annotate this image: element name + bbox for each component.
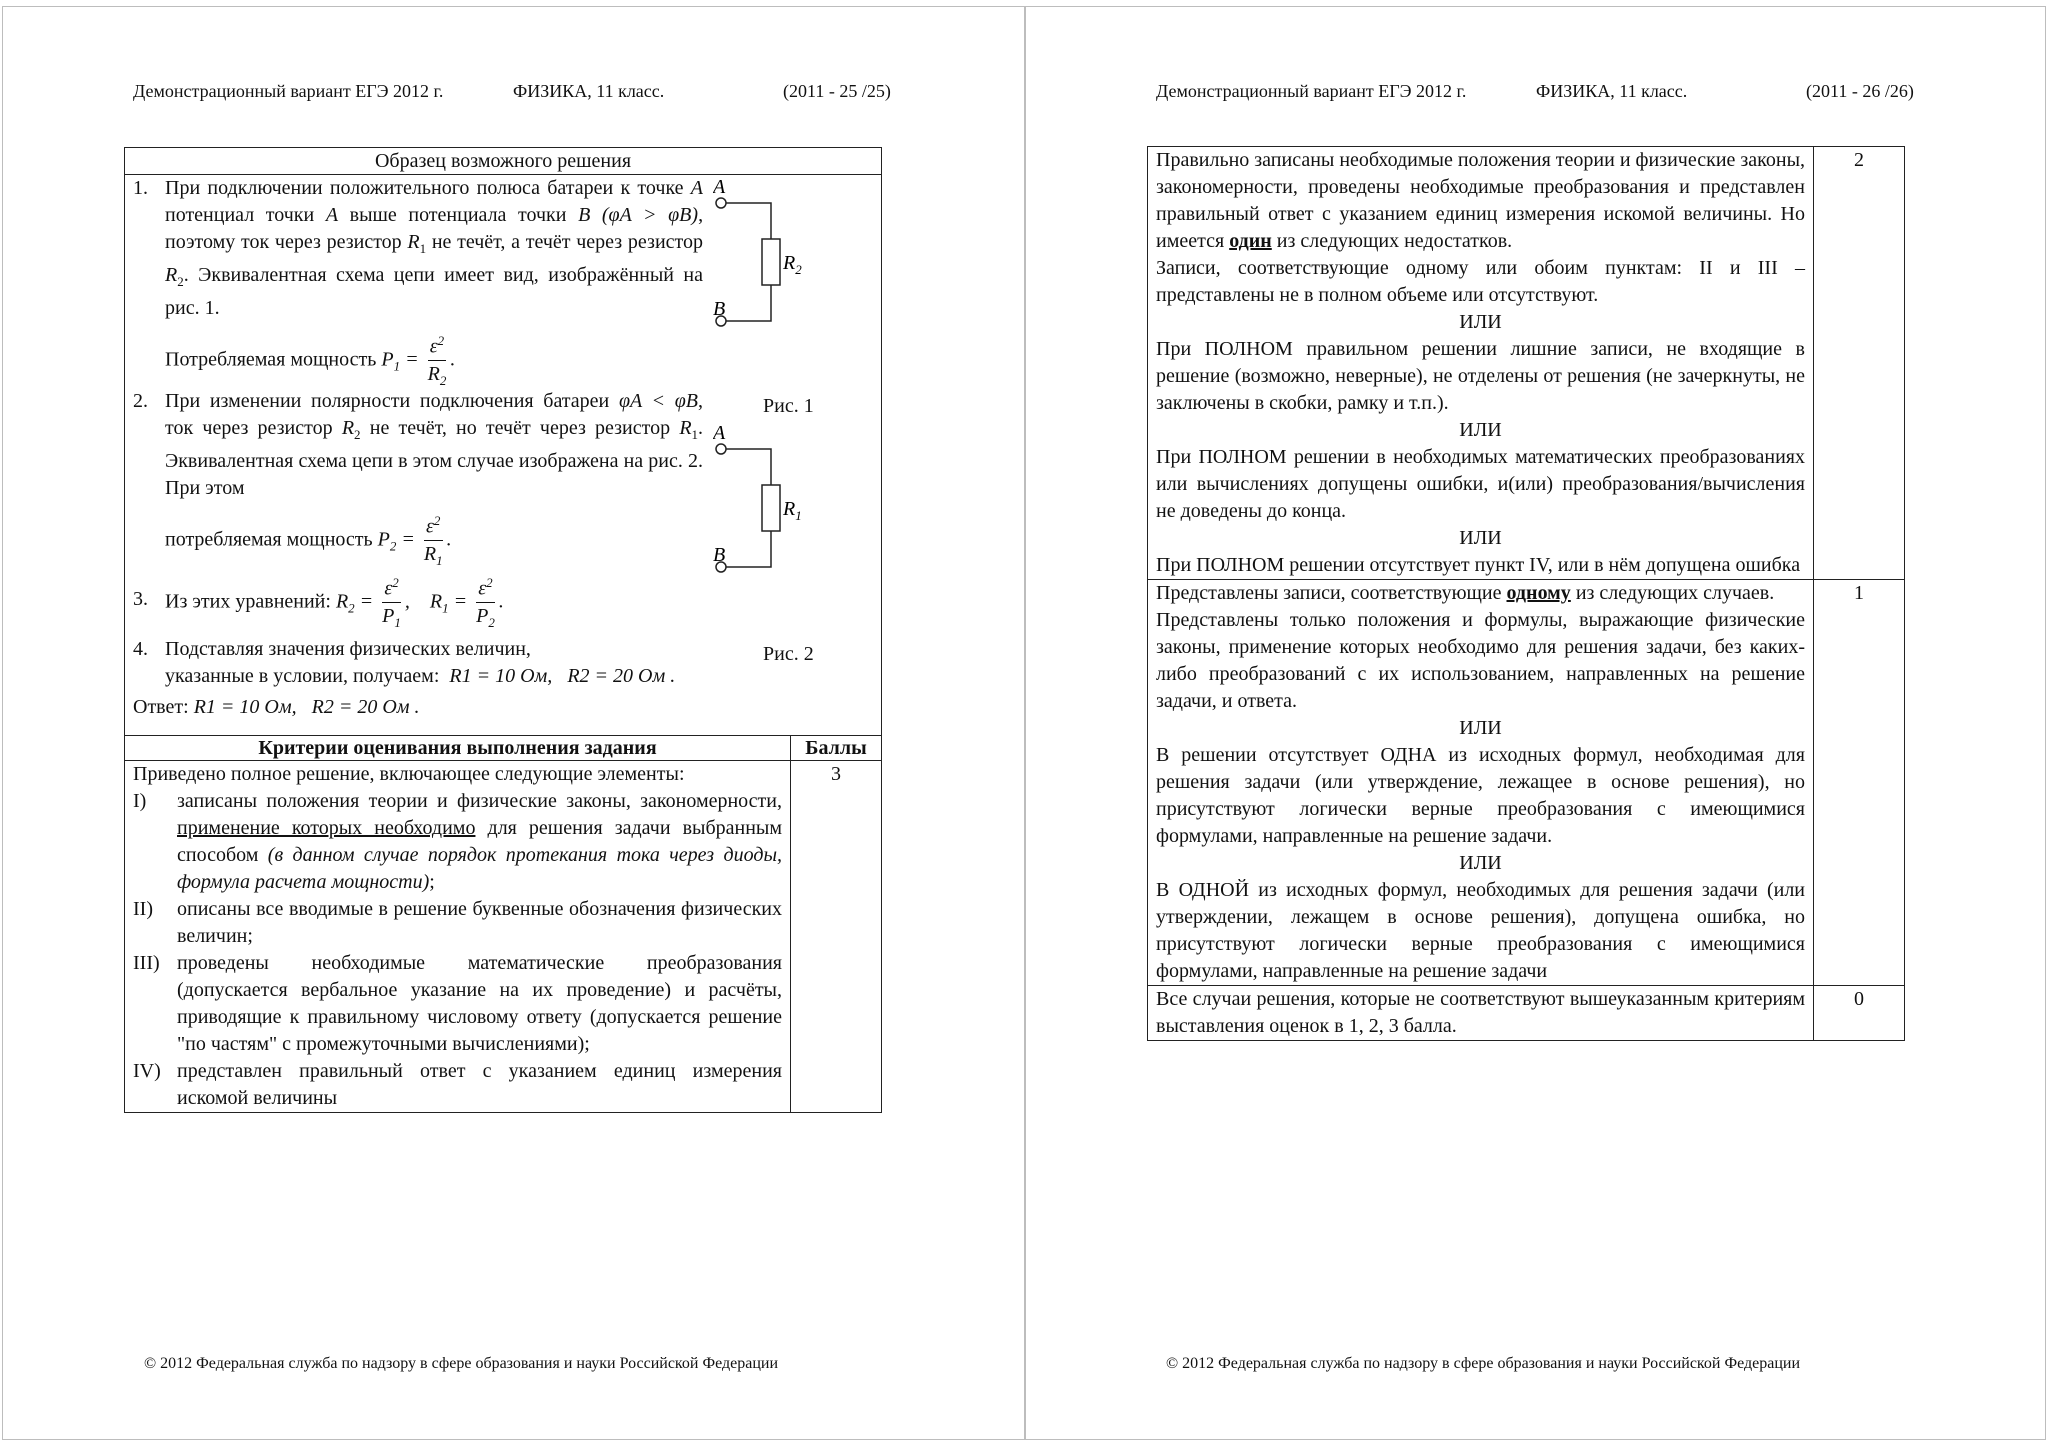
fig1-resistor-r2 (762, 239, 780, 285)
criteria-score-3: 3 (791, 761, 882, 1113)
criteria-full-solution (125, 761, 791, 1113)
fig2-wire-top (726, 449, 771, 485)
criteria-item-3: III) проведены необходимые математические преобразования (допускается вербальное указание на их проведение) и расчёты, приводящие к правильному числовому ответу (допускается решение "по частям" с промежуточными вычислениями); (133, 952, 782, 1055)
criteria-score-0: 0 (1814, 986, 1905, 1041)
fig1-label-b: B (713, 298, 726, 320)
criteria-item-1: I) записаны положения теории и физические законы, закономерности, применение которых необходимо для решения задачи выбранным способом (в данном случае порядок протекания тока через диоды, формула расчета мощности); (133, 790, 783, 893)
formula-r1: $R_1$ = $\frac{\varepsilon^2}{P_2}$ . (430, 570, 504, 636)
header-subject-right: ФИЗИКА, 11 класс. (1536, 81, 1688, 101)
page-left (2, 6, 1025, 1440)
header-page-number-right: (2011 - 26 /26) (1806, 81, 1914, 101)
fig1-wire-bottom (726, 285, 771, 321)
formula-r2: $R_2$ = $\frac{\varepsilon^2}{P_1}$ , (336, 570, 410, 636)
answer-r2: R2 = 20 Ом . (311, 696, 420, 718)
fig1-terminal-a (716, 198, 726, 208)
header-title-right: Демонстрационный вариант ЕГЭ 2012 г. (1156, 81, 1467, 101)
criteria-header-label: Критерии оценивания выполнения задания (125, 736, 791, 761)
criteria-score-2: 2 (1814, 147, 1905, 580)
result-r1: R1 = 10 Ом, (449, 665, 553, 687)
criteria-score-1-description: Представлены записи, соответствующие одному из следующих случаев. Представлены только положения и формулы, выражающие физические законы, применение которых необходимо для решения задачи, без каких-либо преобразований с их использованием, направленных на решение задачи, и ответа. ИЛИ В решении отсутствует ОДНА из исходных формул, необходимая для решения задачи (или утверждение, лежащее в основе решения), но присутствуют логически верные преобразования с имеющимися формулами, направленные на решение задачи. ИЛИ В ОДНОЙ из исходных формул, необходимых для решения задачи (или утверждении, лежащем в основе решения), допущена ошибка, но присутствуют логически верные преобразования с имеющимися формулами, направленные на решение задачи (1148, 580, 1814, 986)
formula-p2: $P_2$ = $\frac{\varepsilon^2}{R_1}$ . (378, 508, 452, 574)
solution-step-3: 3. Из этих уравнений: $R_2$ = $\frac{\varepsilon^2}{P_1}$ , $R_1$ = $\frac{\varepsilon^2}{P_2}$ . (133, 570, 703, 630)
criteria-score-1: 1 (1814, 580, 1905, 986)
criteria-item-2: II) описаны все вводимые в решение буквенные обозначения физических величин; (133, 898, 782, 947)
solution-body (133, 175, 873, 735)
answer-r1: R1 = 10 Ом, (193, 696, 297, 718)
solution-step-4: 4. Подставляя значения физических величин, указанные в условии, получаем: R1 = 10 Ом, R2 = 20 Ом . (133, 638, 676, 687)
solution-table (124, 147, 882, 1113)
fig1-wire-top (726, 203, 771, 239)
fig1-label-r2: $R_2$ (783, 252, 802, 277)
fig1-label-a: A (713, 179, 726, 198)
criteria-score-0-description: Все случаи решения, которые не соответствуют вышеуказанным критериям выставления оценок в 1, 2, 3 балла. (1148, 986, 1814, 1041)
criteria-table-continued (1147, 146, 1905, 1041)
formula-p1: $P_1$ = $\frac{\varepsilon^2}{R_2}$ . (381, 328, 455, 394)
fig2-label-r1: $R_1$ (783, 498, 802, 523)
criteria-full-intro: Приведено полное решение, включающее следующие элементы: (133, 763, 685, 785)
answer-line: Ответ: R1 = 10 Ом, R2 = 20 Ом . (133, 696, 420, 718)
fig2-resistor-r1 (762, 485, 780, 531)
fig2-terminal-a (716, 444, 726, 454)
solution-step-2: 2. При изменении полярности подключения батареи φA < φB, ток через резистор $R_2$ не течёт, но течёт через резистор $R_1$. Эквивалентная схема цепи в этом случае изображена на рис. 2. При этом потребляемая мощность $P_2$ = $\frac{\varepsilon^2}{R_1}$ . (133, 388, 703, 566)
condition-phi-a-gt-phi-b: (φA > φB) (601, 204, 699, 226)
result-r2: R2 = 20 Ом . (567, 665, 676, 687)
circuit-figure-1 (713, 179, 803, 329)
page-right (1025, 6, 2046, 1440)
page-footer-right: © 2012 Федеральная служба по надзору в сфере образования и науки Российской Федерации (1166, 1355, 1800, 1372)
fig2-wire-bottom (726, 531, 771, 567)
fig2-label-a: A (713, 425, 726, 444)
criteria-header-score: Баллы (791, 736, 882, 761)
header-subject: ФИЗИКА, 11 класс. (513, 81, 665, 101)
criteria-item-4: IV) представлен правильный ответ с указанием единиц измерения искомой величины (133, 1060, 782, 1109)
fig1-caption: Рис. 1 (763, 395, 814, 417)
header-page-number: (2011 - 25 /25) (783, 81, 891, 101)
solution-heading: Образец возможного решения (125, 148, 882, 175)
condition-phi-a-lt-phi-b: φA < φB (618, 390, 699, 412)
fig2-caption: Рис. 2 (763, 643, 814, 665)
solution-step-1: 1. При подключении положительного полюса батареи к точке A потенциал точки A выше потенциала точки B (φA > φB), поэтому ток через резистор $R_1$ не течёт, а течёт через резистор $R_2$. Эквивалентная схема цепи имеет вид, изображённый на рис. 1. Потребляемая мощность $P_1$ = $\frac{\varepsilon^2}{R_2}$ . (133, 175, 703, 386)
criteria-score-2-description: Правильно записаны необходимые положения теории и физические законы, закономерности, проведены необходимые преобразования и представлен правильный ответ с указанием единиц измерения искомой величины. Но имеется один из следующих недостатков. Записи, соответствующие одному или обоим пунктам: II и III – представлены не в полном объеме или отсутствуют. ИЛИ При ПОЛНОМ правильном решении лишние записи, не входящие в решение (возможно, неверные), не отделены от решения (не зачеркнуты, не заключены в скобки, рамку и т.п.). ИЛИ При ПОЛНОМ решении в необходимых математических преобразованиях или вычислениях допущены ошибки, и(или) преобразования/вычисления не доведены до конца. ИЛИ При ПОЛНОМ решении отсутствует пункт IV, или в нём допущена ошибка (1148, 147, 1814, 580)
page-footer: © 2012 Федеральная служба по надзору в сфере образования и науки Российской Федерации (144, 1355, 778, 1372)
header-title: Демонстрационный вариант ЕГЭ 2012 г. (133, 81, 444, 101)
fig2-label-b: B (713, 544, 726, 566)
circuit-figure-2 (713, 425, 803, 575)
